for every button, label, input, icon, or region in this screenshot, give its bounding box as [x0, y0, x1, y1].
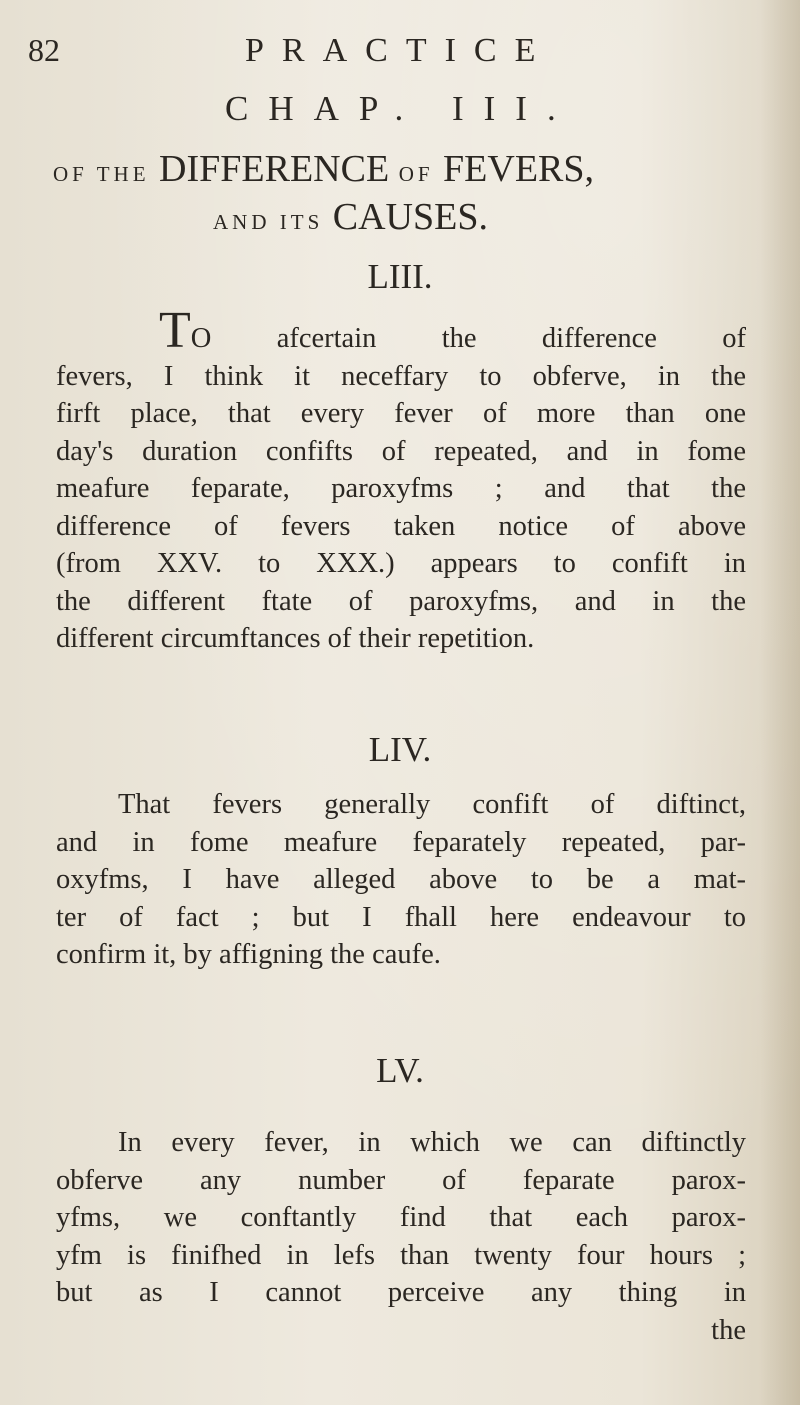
title-and-its: AND ITS: [213, 210, 324, 234]
paragraph-line: oxyfms, I have alleged above to be a mat-: [56, 864, 746, 895]
title-of: OF: [398, 162, 434, 186]
paragraph-line: obferve any number of feparate parox-: [56, 1164, 746, 1196]
paragraph-line: TO afcertain the difference of: [159, 302, 746, 359]
title-prefix: OF THE: [53, 162, 150, 186]
page-edge-shadow: [760, 0, 800, 1405]
section-number-liii: LIII.: [367, 257, 433, 296]
section-number-lv: LV.: [376, 1051, 424, 1090]
paragraph-line: yfms, we conftantly find that each parox-: [56, 1202, 746, 1233]
title-word-fevers: FEVERS,: [443, 148, 595, 190]
chapter-label: CHAP. III.: [225, 89, 576, 128]
paragraph-line: In every fever, in which we can diftinctly: [118, 1127, 746, 1158]
chapter-title-line-2: [213, 195, 488, 239]
paragraph-line: yfm is finifhed in lefs than twenty four hours ;: [56, 1239, 746, 1271]
paragraph-line: confirm it, by affigning the caufe.: [56, 939, 441, 970]
paragraph-line: That fevers generally confift of diftinct,: [118, 789, 746, 820]
paragraph-line: fevers, I think it neceffary to obferve, in the: [56, 360, 746, 392]
paragraph-line: day's duration confifts of repeated, and in fome: [56, 435, 746, 467]
running-head: PRACTICE: [245, 32, 554, 69]
drop-cap: T: [159, 302, 191, 359]
paragraph-lv: [56, 1124, 746, 1349]
page-header: [0, 30, 800, 80]
paragraph-line: but as I cannot perceive any thing in: [56, 1277, 746, 1308]
paragraph-line: different circumftances of their repetition.: [56, 623, 535, 654]
section-number-liv: LIV.: [368, 730, 432, 769]
paragraph-liii: [56, 302, 746, 658]
paragraph-line: (from XXV. to XXX.) appears to confift in: [56, 548, 746, 579]
paragraph-line: the different ftate of paroxyfms, and in the: [56, 585, 746, 617]
paragraph-liv: [56, 786, 746, 974]
paragraph-line: meafure feparate, paroxyfms ; and that the: [56, 473, 746, 504]
title-word-difference: DIFFERENCE: [159, 148, 390, 190]
paragraph-line: difference of fevers taken notice of above: [56, 510, 746, 542]
title-word-causes: CAUSES.: [332, 196, 488, 238]
catchword: the: [711, 1314, 746, 1346]
chapter-title-line-1: [53, 147, 594, 191]
page-number: 82: [28, 32, 60, 68]
paragraph-line: firft place, that every fever of more than one: [56, 398, 746, 429]
paragraph-line: and in fome meafure feparately repeated, par-: [56, 826, 746, 858]
paragraph-line: ter of fact ; but I fhall here endeavour to: [56, 901, 746, 933]
